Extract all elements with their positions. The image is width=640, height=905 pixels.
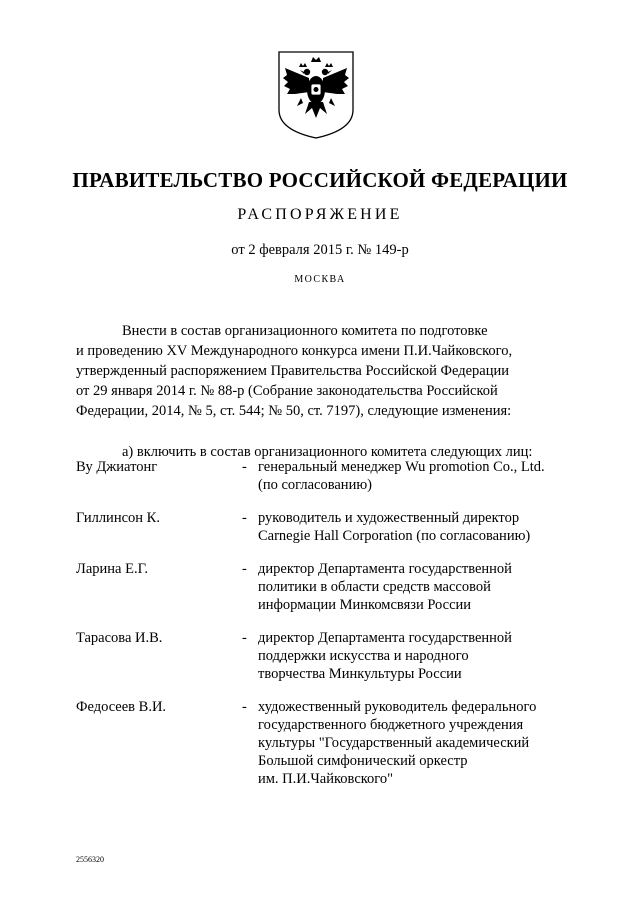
member-position-line: информации Минкомсвязи России — [258, 597, 472, 613]
member-dash: - — [242, 459, 247, 475]
member-position-line: культуры "Государственный академический — [258, 735, 530, 751]
member-position-line: (по согласованию) — [258, 477, 372, 493]
member-dash: - — [242, 630, 247, 646]
document-date-number: от 2 февраля 2015 г. № 149-р — [231, 242, 409, 258]
member-position-line: государственного бюджетного учреждения — [258, 717, 524, 733]
member-position-line: генеральный менеджер Wu promotion Co., Ltd. — [258, 459, 545, 475]
paragraph-line: утвержденный распоряжением Правительства Российской Федерации — [76, 363, 510, 379]
decree-paragraph — [76, 321, 560, 421]
paragraph-line: от 29 января 2014 г. № 88-р (Собрание законодательства Российской — [76, 383, 498, 399]
paragraph-line: Федерации, 2014, № 5, ст. 544; № 50, ст. 7197), следующие изменения: — [76, 403, 512, 419]
member-position-line: политики в области средств массовой — [258, 579, 491, 595]
member-position-line: художественный руководитель федерального — [258, 699, 537, 715]
member-position-line: директор Департамента государственной — [258, 561, 512, 577]
member-name: Гиллинсон К. — [76, 510, 160, 526]
member-position — [258, 698, 578, 788]
member-position — [258, 458, 578, 494]
member-dash: - — [242, 510, 247, 526]
member-dash: - — [242, 561, 247, 577]
member-position-line: директор Департамента государственной — [258, 630, 512, 646]
document-number: 2556320 — [76, 855, 104, 864]
member-position — [258, 560, 578, 614]
document-type: РАСПОРЯЖЕНИЕ — [237, 206, 403, 223]
member-position — [258, 629, 578, 683]
government-title: ПРАВИТЕЛЬСТВО РОССИЙСКОЙ ФЕДЕРАЦИИ — [72, 168, 568, 192]
paragraph-line: Внести в состав организационного комитета по подготовке — [122, 323, 488, 339]
member-position-line: поддержки искусства и народного — [258, 648, 469, 664]
double-headed-eagle-emblem-icon — [275, 48, 357, 140]
member-position-line: творчества Минкультуры России — [258, 666, 462, 682]
member-name: Тарасова И.В. — [76, 630, 163, 646]
member-position-line: Большой симфонический оркестр — [258, 753, 468, 769]
member-name: Ларина Е.Г. — [76, 561, 148, 577]
subitem-a: а) включить в состав организационного комитета следующих лиц: — [122, 444, 533, 460]
member-name: Ву Джиатонг — [76, 459, 158, 475]
member-position — [258, 509, 578, 545]
member-name: Федосеев В.И. — [76, 699, 167, 715]
paragraph-line: и проведению XV Международного конкурса имени П.И.Чайковского, — [76, 343, 513, 359]
city-label: МОСКВА — [294, 274, 346, 285]
member-position-line: Carnegie Hall Corporation (по согласованию) — [258, 528, 531, 544]
member-position-line: им. П.И.Чайковского" — [258, 771, 394, 787]
member-position-line: руководитель и художественный директор — [258, 510, 520, 526]
member-dash: - — [242, 699, 247, 715]
